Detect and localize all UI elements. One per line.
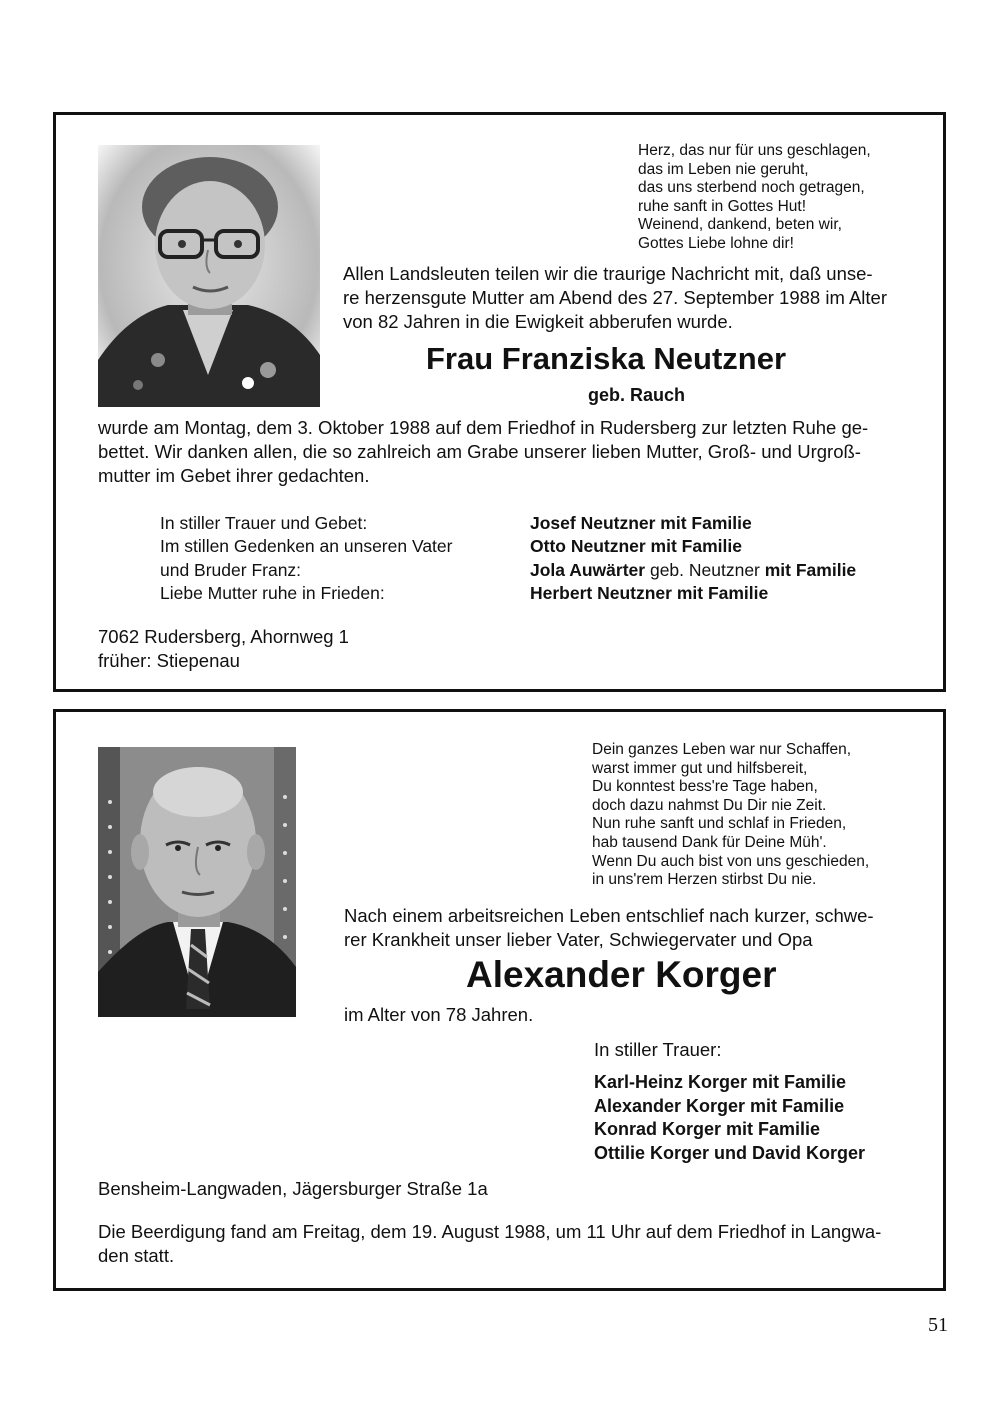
poem-line: Du konntest bess're Tage haben, xyxy=(592,778,818,796)
page-number: 51 xyxy=(928,1314,948,1336)
age-line: im Alter von 78 Jahren. xyxy=(344,1004,534,1025)
burial-line: wurde am Montag, dem 3. Oktober 1988 auf dem Friedhof in Rudersberg zur letzten Ruhe ge- xyxy=(98,417,869,438)
death-announcement xyxy=(344,904,874,952)
announcement-line: Nach einem arbeitsreichen Leben entschlief nach kurzer, schwe- xyxy=(344,905,874,926)
address-line: 7062 Rudersberg, Ahornweg 1 xyxy=(98,626,349,647)
poem-line: warst immer gut und hilfsbereit, xyxy=(592,759,808,777)
poem-line: Wenn Du auch bist von uns geschieden, xyxy=(592,852,870,870)
deceased-name: Alexander Korger xyxy=(466,954,777,995)
former-address: früher: Stiepenau xyxy=(98,650,240,671)
family-entry xyxy=(530,535,856,558)
poem-line: das uns sterbend noch getragen, xyxy=(638,179,865,197)
death-announcement xyxy=(343,262,887,334)
family-entry xyxy=(530,559,856,582)
poem-line: das im Leben nie geruht, xyxy=(638,160,809,178)
announcement-line: re herzensgute Mutter am Abend des 27. September 1988 im Alter xyxy=(343,287,888,308)
burial-text xyxy=(98,416,868,488)
portrait-man-image xyxy=(98,747,296,1017)
family-suffix: mit Familie xyxy=(764,559,857,580)
family-entry xyxy=(530,512,856,535)
funeral-line: Die Beerdigung fand am Freitag, dem 19. August 1988, um 11 Uhr auf dem Friedhof in Langwa- xyxy=(98,1221,882,1242)
obituary-notice-korger xyxy=(53,709,946,1291)
family-name: Otto Neutzner mit Familie xyxy=(530,536,742,557)
deceased-name: Frau Franziska Neutzner xyxy=(426,341,787,376)
poem-line: Dein ganzes Leben war nur Schaffen, xyxy=(592,741,852,758)
family-entry: Konrad Korger mit Familie xyxy=(594,1119,821,1139)
poem-line: hab tausend Dank für Deine Müh'. xyxy=(592,833,827,851)
family-list xyxy=(594,1071,865,1165)
mourning-line: Im stillen Gedenken an unseren Vater xyxy=(160,536,453,557)
portrait-photo-woman xyxy=(98,145,320,407)
family-name: Josef Neutzner mit Familie xyxy=(530,513,752,533)
family-entry: Alexander Korger mit Familie xyxy=(594,1095,845,1116)
family-entry: Karl-Heinz Korger mit Familie xyxy=(594,1072,847,1092)
address-block xyxy=(98,625,349,673)
funeral-text xyxy=(98,1220,881,1268)
poem-line: Nun ruhe sanft und schlaf in Frieden, xyxy=(592,815,847,833)
poem-verse xyxy=(638,142,871,254)
poem-verse xyxy=(592,741,869,890)
announcement-line: von 82 Jahren in die Ewigkeit abberufen wurde. xyxy=(343,311,733,332)
announcement-line: Allen Landsleuten teilen wir die traurige Nachricht mit, daß unse- xyxy=(343,263,873,284)
poem-line: Herz, das nur für uns geschlagen, xyxy=(638,142,871,159)
family-list xyxy=(530,512,856,605)
mourning-line: und Bruder Franz: xyxy=(160,559,302,580)
family-entry: Ottilie Korger und David Korger xyxy=(594,1142,866,1163)
family-entry xyxy=(530,582,856,605)
portrait-photo-man xyxy=(98,747,296,1017)
poem-line: Weinend, dankend, beten wir, xyxy=(638,216,842,234)
family-name: Herbert Neutzner mit Familie xyxy=(530,582,769,603)
address-line: Bensheim-Langwaden, Jägersburger Straße 1a xyxy=(98,1178,488,1199)
mourning-line: In stiller Trauer und Gebet: xyxy=(160,513,368,533)
portrait-woman-image xyxy=(98,145,320,407)
mourning-line: Liebe Mutter ruhe in Frieden: xyxy=(160,582,385,603)
announcement-line: rer Krankheit unser lieber Vater, Schwiegervater und Opa xyxy=(344,929,813,950)
family-name: Jola Auwärter xyxy=(530,559,646,580)
mourning-heading: In stiller Trauer: xyxy=(594,1039,722,1060)
poem-line: Gottes Liebe lohne dir! xyxy=(638,234,794,252)
poem-line: ruhe sanft in Gottes Hut! xyxy=(638,197,807,215)
obituary-notice-neutzner xyxy=(53,112,946,692)
burial-line: bettet. Wir danken allen, die so zahlreich am Grabe unserer lieben Mutter, Groß- und Urgroß- xyxy=(98,441,861,462)
family-maiden: geb. Neutzner xyxy=(645,559,765,580)
poem-line: doch dazu nahmst Du Dir nie Zeit. xyxy=(592,796,827,814)
maiden-name: geb. Rauch xyxy=(588,385,686,405)
mourning-lines xyxy=(160,512,452,605)
burial-line: mutter im Gebet ihrer gedachten. xyxy=(98,465,370,486)
funeral-line: den statt. xyxy=(98,1245,175,1266)
poem-line: in uns'rem Herzen stirbst Du nie. xyxy=(592,871,817,889)
